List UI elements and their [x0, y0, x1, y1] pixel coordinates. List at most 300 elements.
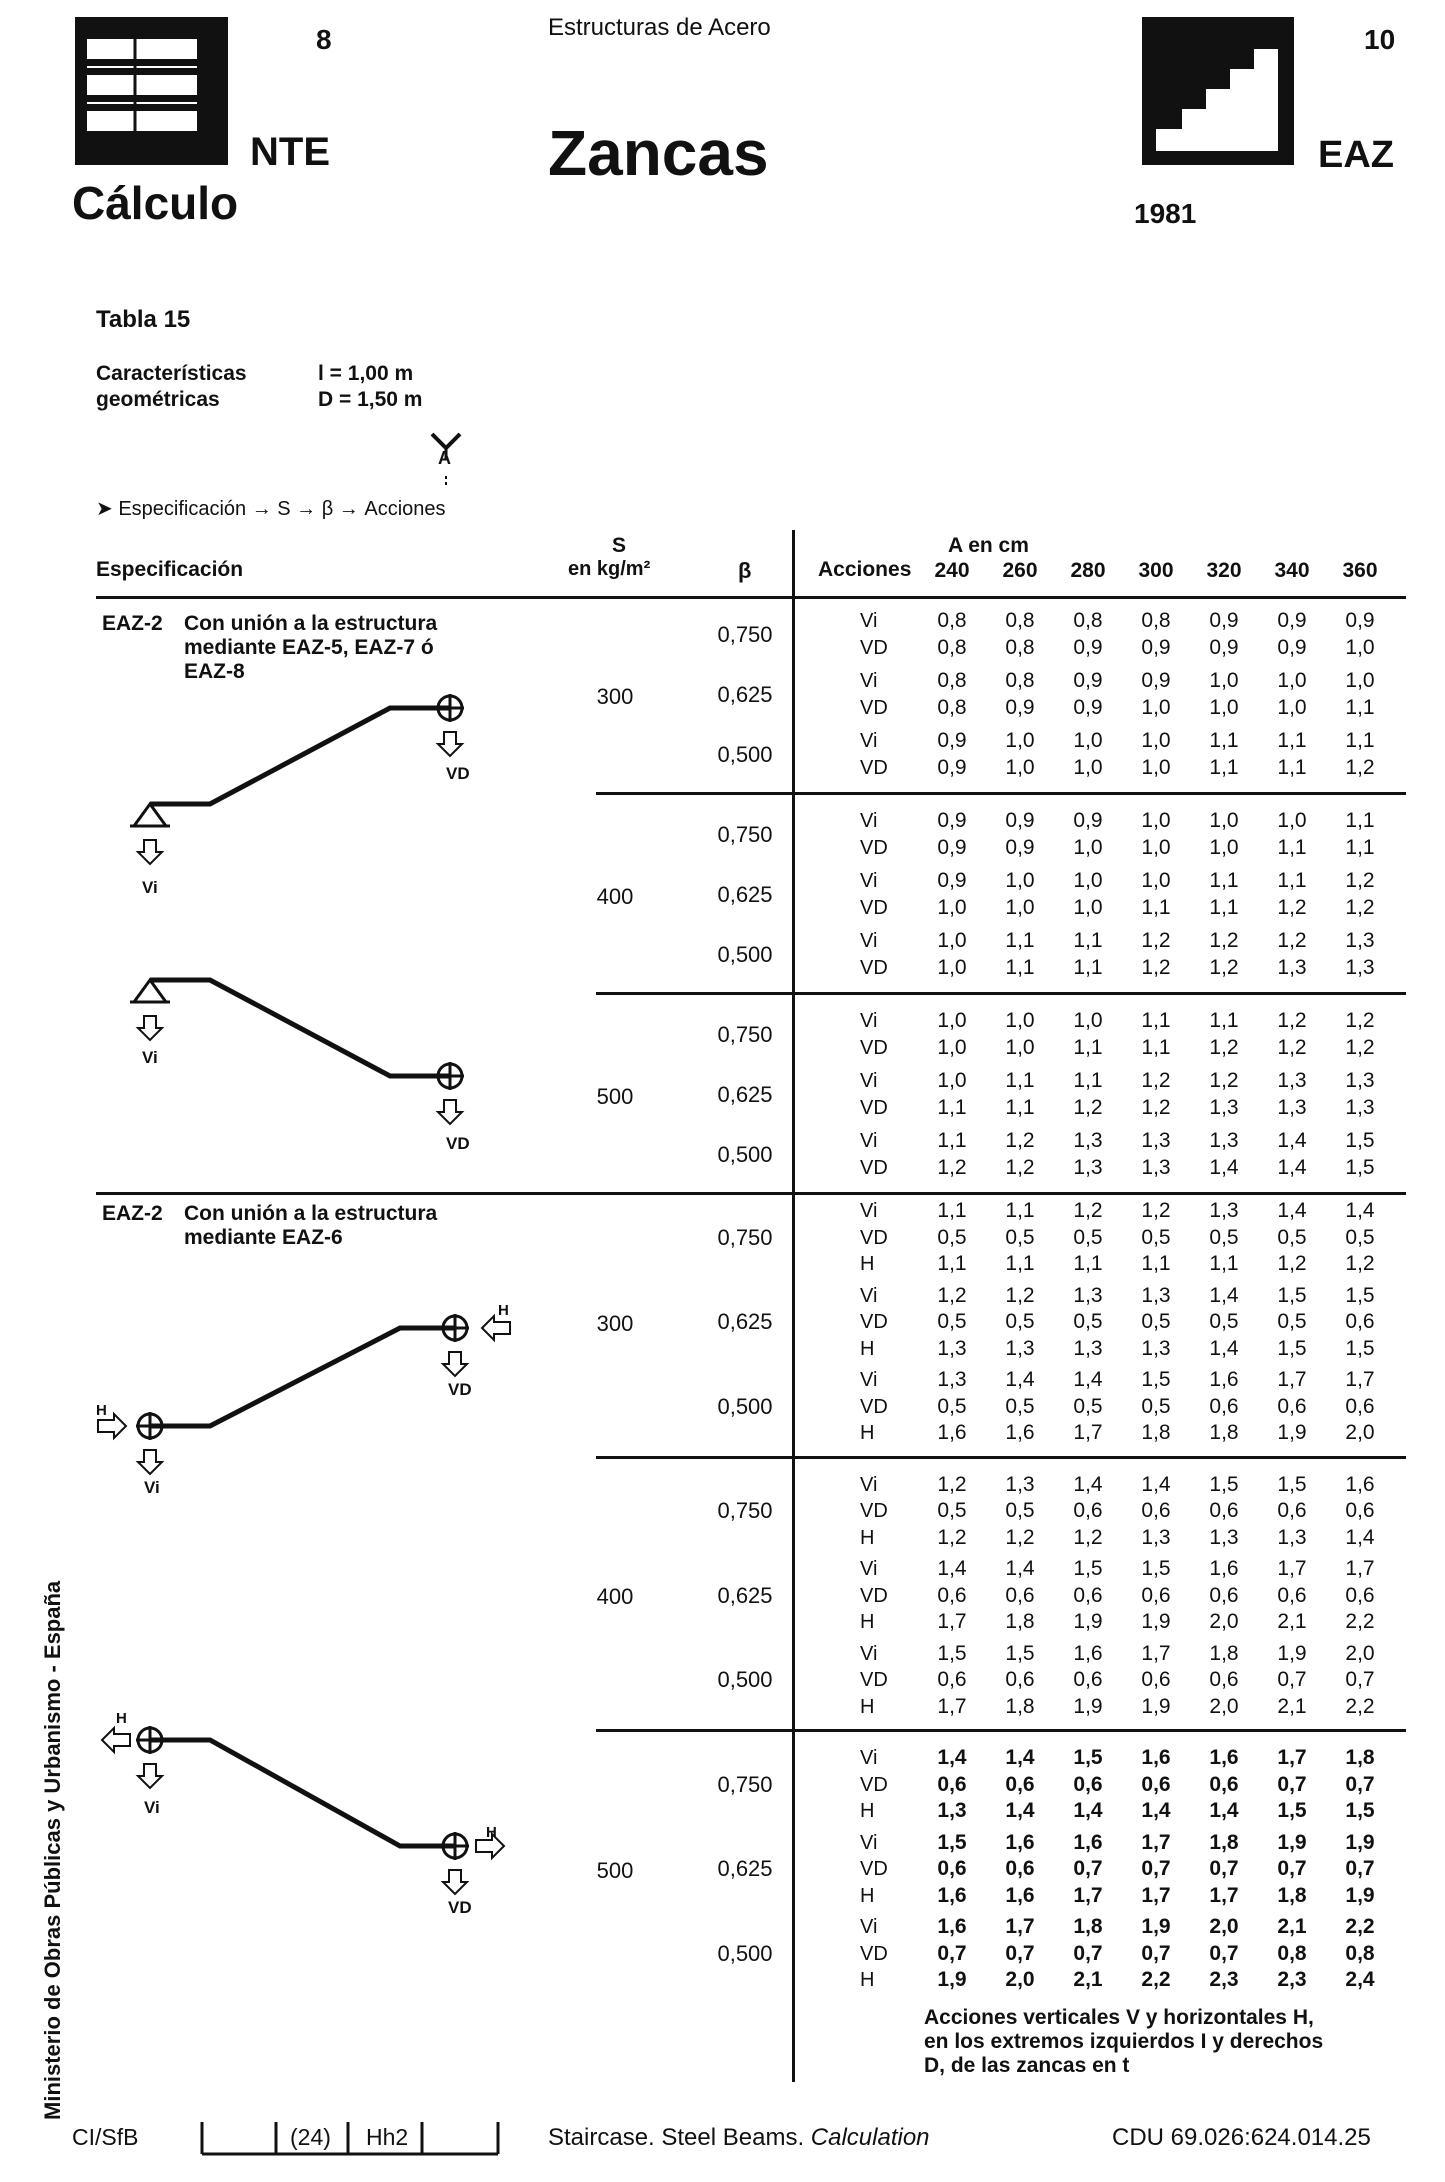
action-label: VD — [860, 1226, 888, 1249]
col-a-300: 300 — [1138, 559, 1174, 582]
table-cell: 2,4 — [1345, 1968, 1375, 1991]
table-cell: 0,9 — [1209, 609, 1239, 632]
table-cell: 1,4 — [1209, 1283, 1239, 1307]
table-cell: 1,0 — [1073, 896, 1103, 919]
beta-value: 0,625 — [717, 1856, 773, 1882]
header-subtitle: Estructuras de Acero — [548, 14, 771, 41]
action-label: Vi — [860, 1747, 878, 1769]
table-cell: 2,1 — [1277, 1610, 1307, 1633]
table-cell: 0,6 — [1073, 1668, 1103, 1691]
table-cell: 1,1 — [1209, 729, 1239, 752]
table-cell: 0,7 — [937, 1941, 967, 1965]
table-cell: 1,9 — [1073, 1694, 1103, 1718]
table-cell: 1,7 — [1073, 1421, 1103, 1444]
table-cell: 0,7 — [1277, 1668, 1307, 1691]
table-cell: 0,5 — [937, 1310, 967, 1333]
table-cell: 0,6 — [937, 1583, 967, 1607]
table-cell: 1,7 — [1005, 1915, 1035, 1938]
table-cell: 1,8 — [1277, 1883, 1307, 1907]
table-cell: 1,0 — [1141, 869, 1171, 892]
table-cell: 1,0 — [1345, 636, 1375, 659]
table-cell: 1,4 — [1073, 1799, 1103, 1822]
table-cell: 1,5 — [1345, 1336, 1375, 1360]
table-cell: 0,5 — [1209, 1310, 1239, 1333]
beta-value: 0,750 — [717, 1498, 773, 1524]
table-cell: 1,6 — [1141, 1746, 1171, 1769]
table-cell: 1,3 — [1209, 1525, 1239, 1549]
table-cell: 1,5 — [1141, 1557, 1171, 1580]
page-title: Zancas — [548, 117, 769, 189]
table-label: Tabla 15 — [96, 306, 191, 333]
table-cell: 1,0 — [1209, 669, 1239, 692]
table-cell: 1,5 — [1141, 1368, 1171, 1391]
table-cell: 1,1 — [1073, 956, 1103, 979]
table-cell: 1,2 — [1141, 1199, 1171, 1222]
s-value: 300 — [596, 684, 634, 709]
table-cell: 0,6 — [1345, 1583, 1375, 1607]
table-cell: 1,0 — [1141, 756, 1171, 779]
table-cell: 1,3 — [1277, 1096, 1307, 1119]
table-cell: 1,3 — [1005, 1336, 1035, 1360]
table-cell: 0,6 — [1345, 1310, 1375, 1333]
action-label: VD — [860, 1097, 888, 1119]
block1-desc-1: Con unión a la estructura — [184, 612, 438, 635]
table-cell: 1,3 — [1073, 1129, 1103, 1152]
group-rule — [596, 1729, 1406, 1732]
block2-code: EAZ-2 — [102, 1202, 163, 1225]
table-cell: 1,6 — [1209, 1368, 1239, 1391]
action-label: VD — [860, 897, 888, 919]
table-cell: 1,1 — [1141, 896, 1171, 919]
s-value: 300 — [596, 1310, 634, 1336]
table-cell: 2,1 — [1073, 1968, 1103, 1991]
table-cell: 1,4 — [1005, 1368, 1035, 1391]
table-cell: 0,6 — [1277, 1583, 1307, 1607]
table-cell: 0,8 — [937, 696, 967, 719]
table-cell: 1,0 — [937, 896, 967, 919]
table-cell: 1,0 — [1141, 809, 1171, 832]
table-cell: 0,9 — [1005, 696, 1035, 719]
beta-value: 0,750 — [717, 1224, 773, 1250]
beta-value: 0,500 — [717, 1667, 773, 1693]
table-cell: 1,1 — [1209, 896, 1239, 919]
table-cell: 1,3 — [1209, 1129, 1239, 1152]
col-a-260: 260 — [1002, 559, 1038, 582]
beta-value: 0,500 — [717, 1142, 773, 1167]
header-rule — [96, 596, 1406, 599]
col-actions: Acciones — [818, 558, 912, 581]
action-label: VD — [860, 837, 888, 859]
table-cell: 1,2 — [1277, 1036, 1307, 1059]
table-cell: 1,9 — [1277, 1830, 1307, 1854]
beta-value: 0,750 — [717, 822, 773, 847]
table-cell: 0,5 — [937, 1394, 967, 1418]
footer-desc-plain: Staircase. Steel Beams. — [548, 2124, 811, 2151]
table-cell: 1,7 — [937, 1610, 967, 1633]
table-cell: 0,9 — [1345, 609, 1375, 632]
table-cell: 1,7 — [1073, 1883, 1103, 1907]
table-cell: 2,3 — [1277, 1968, 1307, 1991]
table-cell: 1,5 — [1345, 1156, 1375, 1179]
table-cell: 1,1 — [1005, 1069, 1035, 1092]
table-cell: 1,2 — [1277, 929, 1307, 952]
table-cell: 1,1 — [1277, 729, 1307, 752]
flow-text — [96, 496, 446, 521]
table-cell: 1,3 — [1005, 1472, 1035, 1496]
action-label: Vi — [860, 810, 878, 832]
table-cell: 1,0 — [937, 929, 967, 952]
action-label: Vi — [860, 610, 878, 632]
table-cell: 2,2 — [1345, 1915, 1375, 1938]
geometry-d-value: D = 1,50 m — [318, 388, 423, 411]
table-cell: 1,3 — [1141, 1156, 1171, 1179]
table-cell: 1,9 — [1277, 1641, 1307, 1665]
table-cell: 0,8 — [937, 636, 967, 659]
table-cell: 1,1 — [1209, 1252, 1239, 1275]
page-number-right: 10 — [1364, 24, 1396, 55]
table-cell: 0,6 — [937, 1668, 967, 1691]
table-cell: 0,7 — [1073, 1857, 1103, 1880]
footer-code-box — [200, 2116, 500, 2156]
table-cell: 1,3 — [1141, 1283, 1171, 1307]
table-cell: 0,8 — [1005, 609, 1035, 632]
footer-code-2: Hh2 — [366, 2124, 409, 2150]
beta-value: 0,625 — [717, 882, 773, 907]
table-cell: 1,3 — [1073, 1336, 1103, 1360]
action-label: Vi — [860, 1010, 878, 1032]
beta-value: 0,750 — [717, 1022, 773, 1047]
table-cell: 0,5 — [1277, 1310, 1307, 1333]
action-label: Vi — [860, 1284, 878, 1307]
table-cell: 1,3 — [1277, 1069, 1307, 1092]
table-cell: 1,1 — [1277, 836, 1307, 859]
table-cell: 1,2 — [1209, 1069, 1239, 1092]
table-cell: 1,8 — [1141, 1421, 1171, 1444]
table-cell: 1,2 — [1345, 756, 1375, 779]
table-cell: 1,1 — [1005, 1252, 1035, 1275]
table-cell: 0,6 — [1005, 1668, 1035, 1691]
table-cell: 1,8 — [1209, 1641, 1239, 1665]
table-cell: 2,1 — [1277, 1915, 1307, 1938]
table-cell: 1,1 — [1005, 929, 1035, 952]
table-cell: 1,6 — [937, 1421, 967, 1444]
table-cell: 1,1 — [1141, 1252, 1171, 1275]
action-label: VD — [860, 1395, 888, 1418]
table-cell: 0,9 — [1073, 696, 1103, 719]
table-cell: 1,3 — [1209, 1199, 1239, 1222]
table-cell: 1,0 — [1005, 869, 1035, 892]
table-cell: 1,3 — [1073, 1283, 1103, 1307]
table-cell: 1,5 — [1345, 1283, 1375, 1307]
diagram4-h-right: H — [486, 1824, 497, 1841]
col-spec: Especificación — [96, 558, 244, 581]
table-cell: 1,6 — [1073, 1830, 1103, 1854]
table-cell: 1,4 — [1277, 1156, 1307, 1179]
table-cell: 1,4 — [1141, 1799, 1171, 1822]
diagram2-vi: Vi — [142, 1048, 158, 1067]
table-cell: 0,5 — [1073, 1225, 1103, 1249]
table-cell: 1,1 — [937, 1199, 967, 1222]
table-cell: 1,3 — [1277, 1525, 1307, 1549]
table-cell: 1,0 — [1073, 756, 1103, 779]
table-cell: 1,2 — [1005, 1525, 1035, 1549]
table-cell: 1,2 — [1209, 956, 1239, 979]
note-line-3: D, de las zancas en t — [924, 2054, 1130, 2077]
table-cell: 1,8 — [1345, 1746, 1375, 1769]
block2-desc-2: mediante EAZ-6 — [184, 1226, 343, 1249]
table-cell: 1,9 — [1073, 1610, 1103, 1633]
table-cell: 1,4 — [1277, 1199, 1307, 1222]
table-cell: 0,7 — [1141, 1857, 1171, 1880]
table-cell: 1,1 — [1209, 756, 1239, 779]
table-cell: 2,1 — [1277, 1694, 1307, 1718]
table-cell: 1,3 — [1141, 1336, 1171, 1360]
diagram1-vd: VD — [446, 764, 470, 783]
ministry-sidebar: Ministerio de Obras Públicas y Urbanismo - España — [40, 1580, 65, 2120]
table-cell: 0,9 — [1005, 836, 1035, 859]
table-cell: 0,7 — [1209, 1857, 1239, 1880]
table-cell: 0,5 — [1141, 1394, 1171, 1418]
s-value: 500 — [596, 1857, 634, 1883]
table-cell: 1,2 — [1209, 1036, 1239, 1059]
action-label: VD — [860, 1942, 888, 1965]
table-cell: 0,6 — [937, 1857, 967, 1880]
table-cell: 0,6 — [1073, 1583, 1103, 1607]
table-cell: 1,2 — [1073, 1199, 1103, 1222]
table-cell: 0,8 — [1345, 1941, 1375, 1965]
table-cell: 1,7 — [1277, 1557, 1307, 1580]
block1-desc-3: EAZ-8 — [184, 660, 245, 683]
table-cell: 1,0 — [1277, 809, 1307, 832]
table-cell: 1,9 — [1141, 1694, 1171, 1718]
action-label: H — [860, 1526, 875, 1549]
note-line-1: Acciones verticales V y horizontales H, — [924, 2006, 1314, 2029]
section-title: Cálculo — [72, 177, 239, 229]
table-cell: 0,7 — [1277, 1772, 1307, 1796]
table-cell: 1,3 — [1345, 1096, 1375, 1119]
table-cell: 1,0 — [1345, 669, 1375, 692]
action-label: Vi — [860, 1130, 878, 1152]
table-cell: 0,7 — [1345, 1668, 1375, 1691]
table-cell: 0,6 — [1209, 1394, 1239, 1418]
table-cell: 1,1 — [1005, 956, 1035, 979]
beta-value: 0,625 — [717, 1082, 773, 1107]
table-cell: 1,8 — [1005, 1610, 1035, 1633]
action-label: Vi — [860, 670, 878, 692]
s-value: 400 — [596, 884, 634, 909]
table-cell: 1,4 — [1209, 1156, 1239, 1179]
table-cell: 1,0 — [1073, 869, 1103, 892]
table-cell: 1,6 — [1073, 1641, 1103, 1665]
table-cell: 1,1 — [1073, 929, 1103, 952]
action-label: H — [860, 1422, 875, 1444]
table-cell: 0,6 — [1073, 1499, 1103, 1522]
table-cell: 1,6 — [937, 1915, 967, 1938]
block-rule — [96, 1192, 1406, 1195]
col-a-280: 280 — [1070, 559, 1106, 582]
table-cell: 0,6 — [1277, 1394, 1307, 1418]
table-cell: 0,6 — [1209, 1772, 1239, 1796]
diagram2-vd: VD — [446, 1134, 470, 1153]
table-cell: 1,1 — [1209, 869, 1239, 892]
action-label: VD — [860, 1858, 888, 1880]
group-rule — [596, 1456, 1406, 1459]
action-label: VD — [860, 1584, 888, 1607]
table-cell: 0,6 — [1005, 1772, 1035, 1796]
action-label: Vi — [860, 1558, 878, 1580]
table-cell: 1,2 — [1345, 869, 1375, 892]
action-label: H — [860, 1253, 875, 1275]
table-cell: 1,3 — [937, 1799, 967, 1822]
table-cell: 1,6 — [1005, 1421, 1035, 1444]
table-cell: 0,6 — [1141, 1583, 1171, 1607]
table-cell: 2,2 — [1141, 1968, 1171, 1991]
table-cell: 2,0 — [1209, 1610, 1239, 1633]
table-cell: 1,0 — [1073, 729, 1103, 752]
action-label: Vi — [860, 1369, 878, 1391]
table-cell: 0,8 — [1277, 1941, 1307, 1965]
table-cell: 2,0 — [1209, 1915, 1239, 1938]
table-cell: 0,6 — [1345, 1499, 1375, 1522]
table-cell: 1,8 — [1209, 1421, 1239, 1444]
footer-cdu: CDU 69.026:624.014.25 — [1112, 2124, 1371, 2151]
beta-value: 0,750 — [717, 1771, 773, 1797]
table-cell: 0,9 — [1073, 636, 1103, 659]
year: 1981 — [1134, 198, 1197, 229]
table-cell: 1,2 — [1141, 929, 1171, 952]
table-cell: 1,0 — [1141, 836, 1171, 859]
table-cell: 1,4 — [1073, 1472, 1103, 1496]
table-cell: 0,8 — [1141, 609, 1171, 632]
table-cell: 1,0 — [1141, 696, 1171, 719]
table-cell: 0,8 — [1005, 669, 1035, 692]
table-cell: 1,0 — [1209, 809, 1239, 832]
table-cell: 1,0 — [937, 1036, 967, 1059]
action-label: Vi — [860, 1200, 878, 1222]
table-cell: 1,1 — [1345, 696, 1375, 719]
table-cell: 1,4 — [1345, 1525, 1375, 1549]
table-cell: 0,6 — [937, 1772, 967, 1796]
action-label: Vi — [860, 730, 878, 752]
diagram1-vi: Vi — [142, 878, 158, 897]
table-cell: 1,2 — [1345, 1036, 1375, 1059]
table-cell: 0,7 — [1141, 1941, 1171, 1965]
table-cell: 0,5 — [1005, 1499, 1035, 1522]
table-cell: 1,3 — [1277, 956, 1307, 979]
table-cell: 1,2 — [937, 1525, 967, 1549]
diagram3-vd: VD — [448, 1380, 472, 1399]
flow-label: Especificación → S → β → Acciones — [118, 498, 446, 520]
flow-start-icon: ➤ — [96, 498, 113, 520]
table-cell: 0,5 — [1005, 1394, 1035, 1418]
table-cell: 0,9 — [937, 729, 967, 752]
action-label: H — [860, 1969, 875, 1991]
table-cell: 1,4 — [1209, 1799, 1239, 1822]
action-label: H — [860, 1695, 875, 1718]
table-cell: 0,8 — [937, 609, 967, 632]
eaz-label: EAZ — [1318, 134, 1394, 176]
table-cell: 0,7 — [1345, 1857, 1375, 1880]
table-cell: 1,0 — [1277, 669, 1307, 692]
table-cell: 1,4 — [1005, 1799, 1035, 1822]
table-cell: 1,1 — [1073, 1069, 1103, 1092]
table-cell: 1,1 — [1345, 809, 1375, 832]
table-cell: 1,4 — [1005, 1557, 1035, 1580]
table-cell: 0,9 — [1277, 636, 1307, 659]
diagram4-h-left: H — [116, 1710, 127, 1727]
table-cell: 0,7 — [1277, 1857, 1307, 1880]
table-cell: 0,5 — [1005, 1225, 1035, 1249]
nte-logo — [75, 17, 228, 165]
table-cell: 1,1 — [1209, 1009, 1239, 1032]
beta-value: 0,625 — [717, 1582, 773, 1608]
table-cell: 1,8 — [1073, 1915, 1103, 1938]
table-cell: 1,5 — [1277, 1336, 1307, 1360]
diagram-stair-up-pinned — [120, 688, 500, 928]
table-cell: 1,2 — [937, 1156, 967, 1179]
action-label: VD — [860, 1037, 888, 1059]
table-cell: 1,2 — [1345, 1009, 1375, 1032]
action-label: Vi — [860, 870, 878, 892]
table-cell: 2,2 — [1345, 1694, 1375, 1718]
table-cell: 1,6 — [1209, 1557, 1239, 1580]
table-cell: 0,5 — [1005, 1310, 1035, 1333]
table-cell: 1,5 — [1277, 1283, 1307, 1307]
table-cell: 0,9 — [1141, 636, 1171, 659]
table-cell: 1,9 — [1277, 1421, 1307, 1444]
table-cell: 1,1 — [1141, 1036, 1171, 1059]
action-label: Vi — [860, 1473, 878, 1496]
flow-arrow-label: A — [438, 448, 451, 468]
table-cell: 0,5 — [937, 1225, 967, 1249]
table-cell: 1,0 — [937, 1069, 967, 1092]
table-cell: 1,2 — [937, 1472, 967, 1496]
table-cell: 1,4 — [1277, 1129, 1307, 1152]
table-cell: 0,9 — [1209, 636, 1239, 659]
table-cell: 1,2 — [1141, 1069, 1171, 1092]
table-cell: 0,9 — [1073, 809, 1103, 832]
geometry-label-2: geométricas — [96, 388, 220, 411]
col-a-340: 340 — [1274, 559, 1310, 582]
page-number-left: 8 — [316, 24, 332, 55]
table-cell: 0,8 — [937, 669, 967, 692]
table-cell: 1,2 — [1005, 1156, 1035, 1179]
table-cell: 1,7 — [1209, 1883, 1239, 1907]
table-cell: 1,7 — [1345, 1368, 1375, 1391]
table-cell: 1,2 — [937, 1283, 967, 1307]
table-cell: 1,2 — [1141, 1096, 1171, 1119]
table-cell: 1,6 — [937, 1883, 967, 1907]
table-cell: 1,3 — [1073, 1156, 1103, 1179]
table-cell: 1,0 — [1005, 1009, 1035, 1032]
footer-cisfb: CI/SfB — [72, 2124, 139, 2150]
table-cell: 1,8 — [1209, 1830, 1239, 1854]
table-cell: 1,4 — [1005, 1746, 1035, 1769]
table-cell: 0,6 — [1209, 1583, 1239, 1607]
action-label: VD — [860, 1311, 888, 1333]
table-cell: 1,7 — [1277, 1746, 1307, 1769]
table-cell: 0,6 — [1209, 1499, 1239, 1522]
diagram4-vd: VD — [448, 1898, 472, 1917]
table-cell: 1,2 — [1073, 1525, 1103, 1549]
table-cell: 1,5 — [1005, 1641, 1035, 1665]
table-cell: 2,2 — [1345, 1610, 1375, 1633]
beta-value: 0,500 — [717, 942, 773, 967]
col-a-label: A en cm — [948, 534, 1029, 557]
table-cell: 1,9 — [1141, 1915, 1171, 1938]
table-cell: 0,6 — [1345, 1394, 1375, 1418]
table-cell: 1,2 — [1345, 896, 1375, 919]
